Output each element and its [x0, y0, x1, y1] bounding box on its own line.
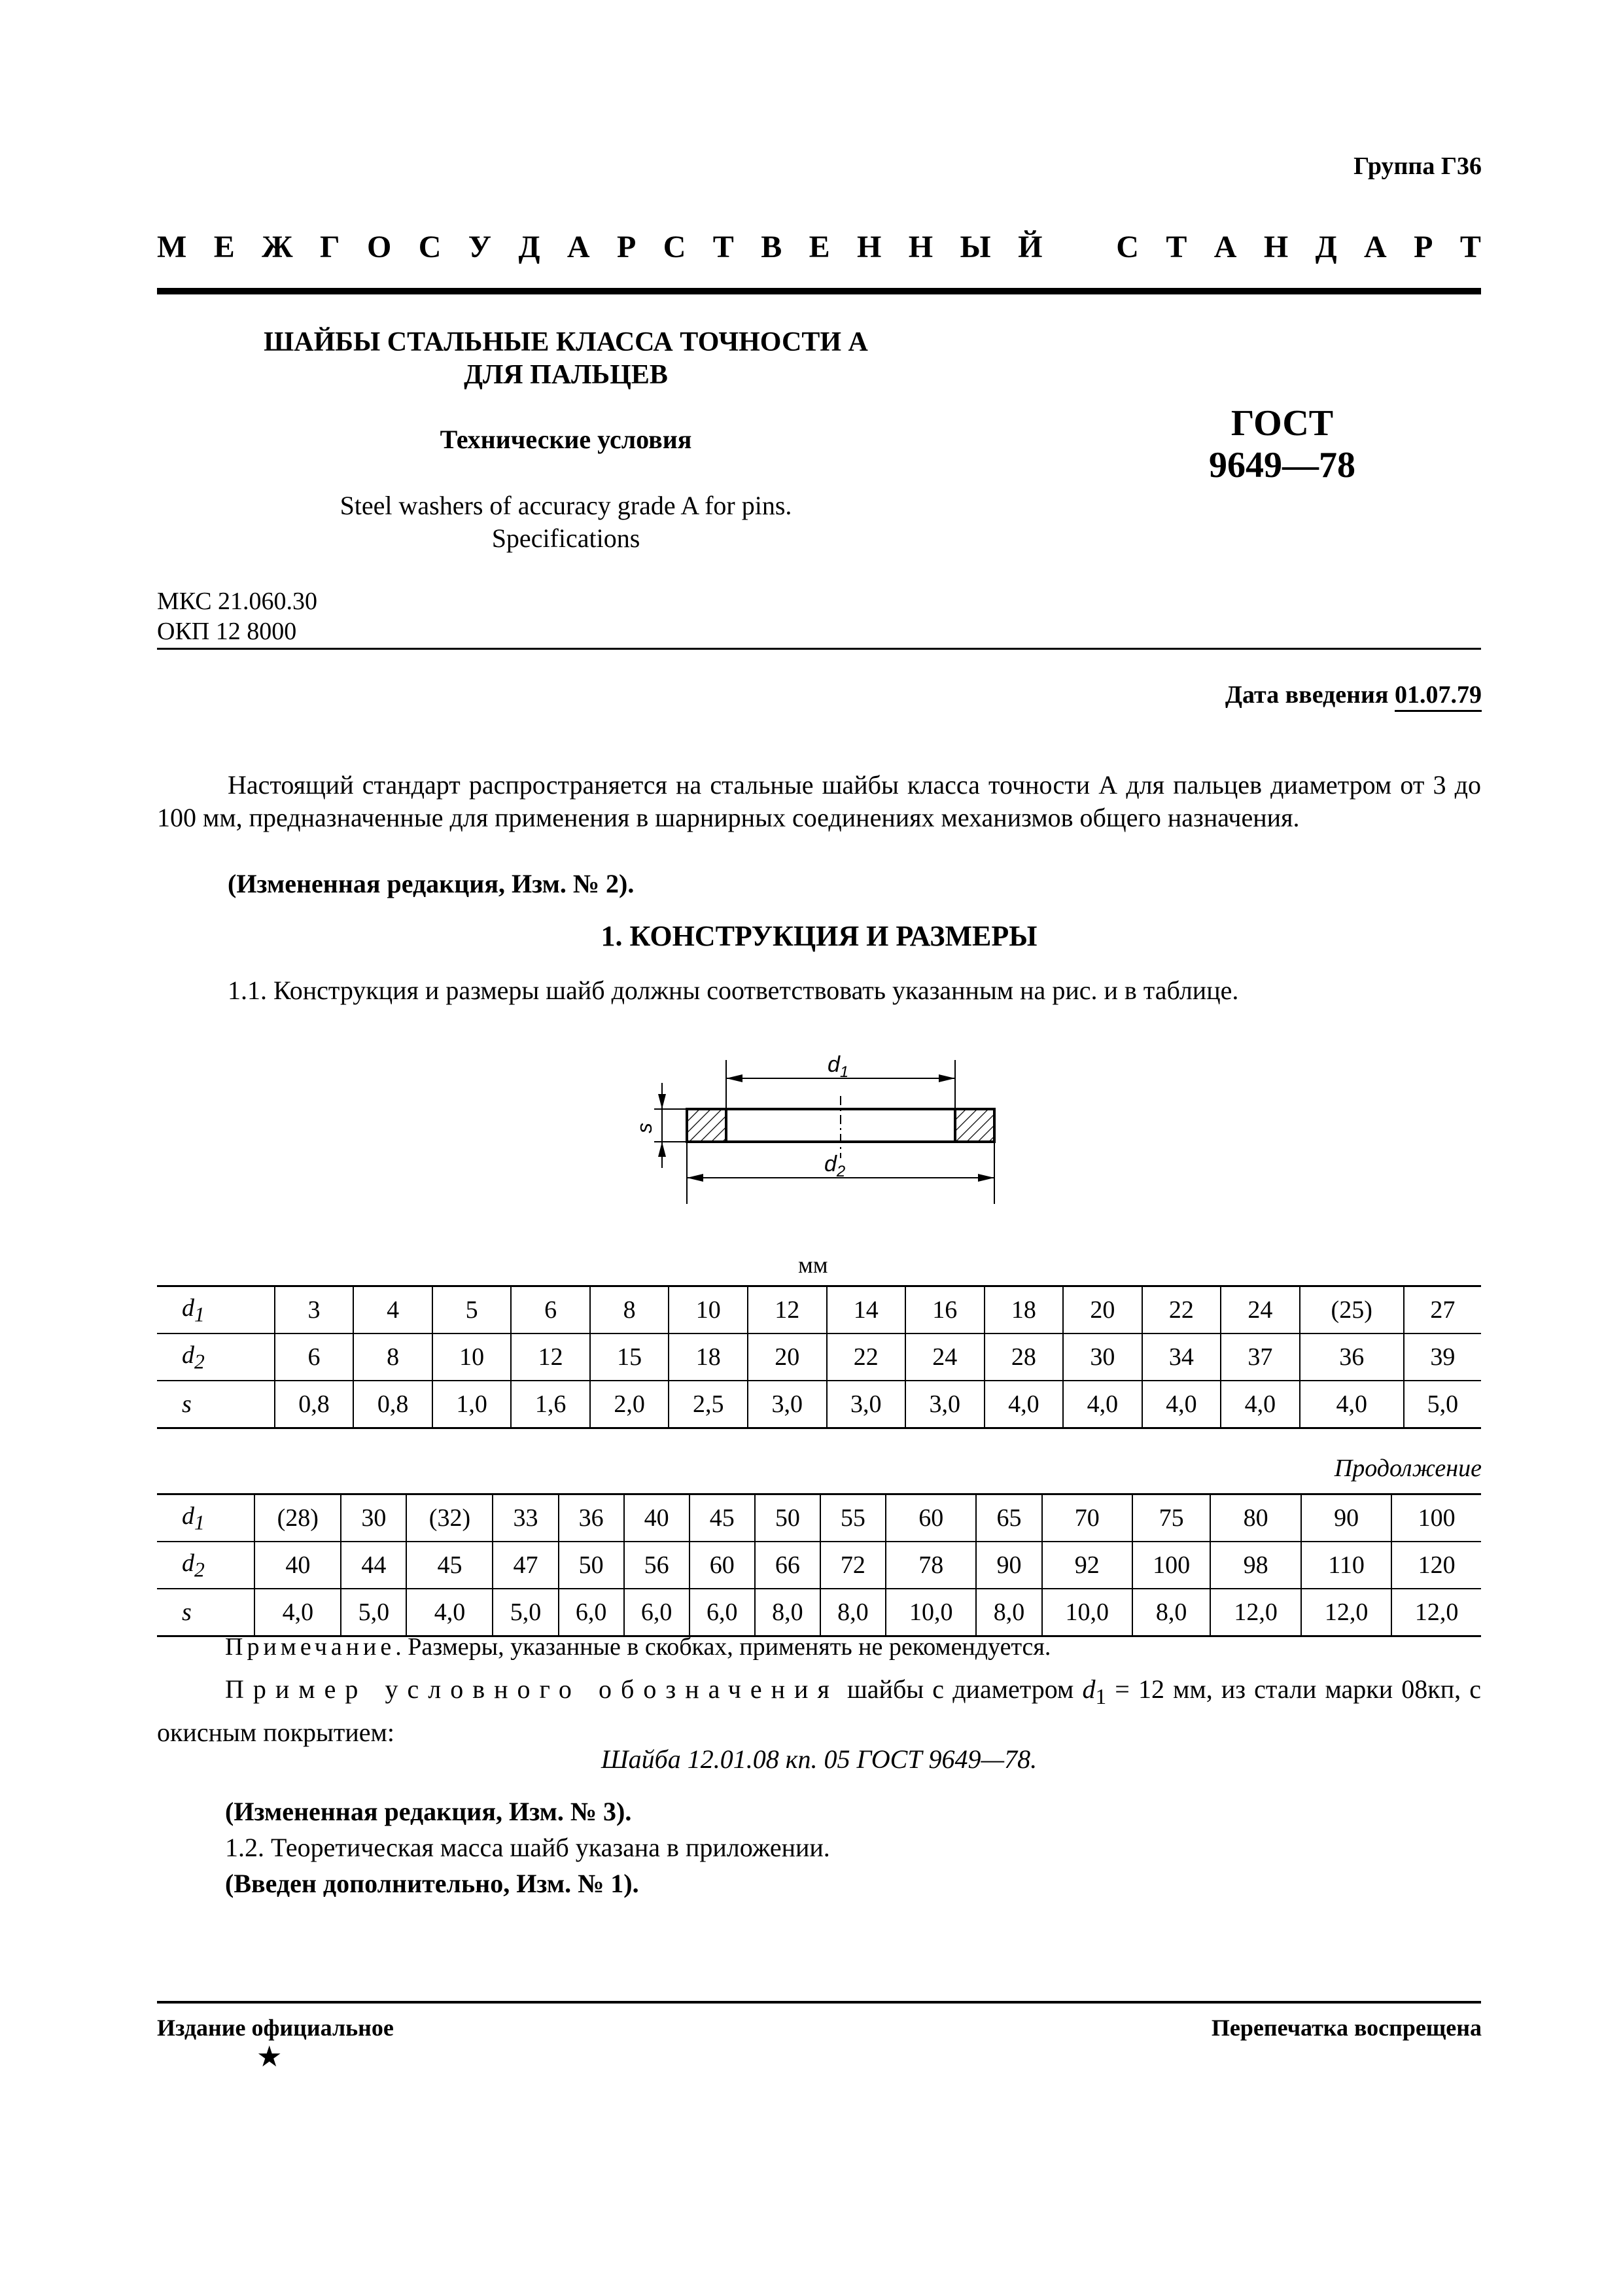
dimensions-table-1	[157, 1285, 1481, 1429]
table-cell: (32)	[406, 1494, 493, 1542]
banner-letter: Е	[809, 230, 830, 264]
official-edition-label: Издание официальное	[157, 2015, 394, 2041]
table-cell: 78	[886, 1542, 977, 1589]
table-cell: 12,0	[1391, 1589, 1481, 1636]
table-cell: 14	[827, 1286, 906, 1334]
table-cell: 8	[353, 1333, 432, 1381]
intro-paragraph: Настоящий стандарт распространяется на стальные шайбы класса точности А для пальцев диаметром от 3 до 100 мм, предназначенные для применения в шарнирных соединениях механизмов общего назначения.	[157, 770, 1481, 832]
table-cell: 8	[590, 1286, 669, 1334]
table-cell: 12	[511, 1333, 590, 1381]
table-cell: 3	[275, 1286, 354, 1334]
title-line-1: ШАЙБЫ СТАЛЬНЫЕ КЛАССА ТОЧНОСТИ А	[264, 327, 868, 357]
table-cell: 15	[590, 1333, 669, 1381]
table-cell: 4,0	[1221, 1381, 1300, 1428]
banner-letter: С	[418, 230, 442, 264]
banner-letter: Т	[712, 230, 734, 264]
document-title	[157, 326, 975, 391]
table-cell: 100	[1391, 1494, 1481, 1542]
table-cell: 40	[624, 1494, 689, 1542]
table-cell: 30	[341, 1494, 406, 1542]
table-row-s	[157, 1589, 1481, 1636]
table-cell: 40	[254, 1542, 341, 1589]
table-cell: 36	[1300, 1333, 1404, 1381]
table-cell: 20	[748, 1333, 827, 1381]
table-cell: 36	[559, 1494, 624, 1542]
section-heading: 1. КОНСТРУКЦИЯ И РАЗМЕРЫ	[601, 920, 1038, 952]
table-row-d2	[157, 1333, 1481, 1381]
banner-letter: С	[663, 230, 686, 264]
table-cell: (28)	[254, 1494, 341, 1542]
row-label-d1: $d_1$	[157, 1286, 275, 1334]
example-text-a: шайбы с диаметром	[838, 1674, 1083, 1704]
table-row-d1	[157, 1494, 1481, 1542]
row-label-d2: $d_2$	[157, 1333, 275, 1381]
banner-letter: Р	[616, 230, 637, 264]
banner-letter: Д	[518, 230, 540, 264]
table-cell: 47	[493, 1542, 558, 1589]
s-dimension-label: s	[633, 1123, 656, 1133]
washer-drawing	[628, 1047, 1021, 1220]
table-cell: 4,0	[1063, 1381, 1142, 1428]
table-cell: 65	[976, 1494, 1041, 1542]
clause-1-1: 1.1. Конструкция и размеры шайб должны соответствовать указанным на рис. и в таблице.	[228, 976, 1239, 1005]
example-variable-sub: 1	[1095, 1685, 1107, 1709]
washer-section-left	[687, 1109, 726, 1142]
table-cell: 56	[624, 1542, 689, 1589]
table-cell: 75	[1132, 1494, 1210, 1542]
banner-letter: Н	[857, 230, 882, 264]
table-cell: 45	[689, 1494, 755, 1542]
table-cell: 0,8	[275, 1381, 354, 1428]
table-cell: 4,0	[406, 1589, 493, 1636]
standard-banner	[157, 229, 1481, 265]
table-cell: 3,0	[827, 1381, 906, 1428]
document-subtitle: Технические условия	[440, 425, 692, 454]
table-cell: 2,5	[669, 1381, 748, 1428]
dimensions-table-2	[157, 1493, 1481, 1637]
introduction-date	[1225, 680, 1482, 709]
banner-letter: Т	[1459, 230, 1481, 264]
table-cell: 22	[827, 1333, 906, 1381]
table-cell: 12,0	[1210, 1589, 1301, 1636]
revision-note-2: (Измененная редакция, Изм. № 2).	[228, 869, 635, 898]
banner-letter: У	[468, 230, 492, 264]
designation-string: Шайба 12.01.08 кп. 05 ГОСТ 9649—78.	[601, 1744, 1038, 1774]
banner-letter: Е	[213, 230, 235, 264]
okp-code: ОКП 12 8000	[157, 618, 297, 645]
table-cell: 1,0	[432, 1381, 512, 1428]
table-unit: мм	[798, 1252, 828, 1278]
table-cell: 6,0	[624, 1589, 689, 1636]
banner-letter: Д	[1315, 230, 1337, 264]
table-cell: 100	[1132, 1542, 1210, 1589]
banner-letter: М	[157, 230, 187, 264]
english-title	[157, 489, 975, 555]
designation-example	[157, 1672, 1481, 1750]
date-label: Дата введения	[1225, 681, 1389, 709]
table-cell: 70	[1042, 1494, 1133, 1542]
row-label-d2: $d_2$	[157, 1542, 254, 1589]
table-cell: 18	[669, 1333, 748, 1381]
banner-letter: Р	[1414, 230, 1433, 264]
mks-code: МКС 21.060.30	[157, 588, 318, 615]
banner-letter: А	[567, 230, 590, 264]
example-variable: d	[1082, 1674, 1096, 1704]
table-cell: 27	[1404, 1286, 1481, 1334]
table-cell: 72	[820, 1542, 886, 1589]
footer-rule	[157, 2001, 1481, 2004]
table-cell: 8,0	[976, 1589, 1041, 1636]
table-cell: 10,0	[1042, 1589, 1133, 1636]
table-cell: 120	[1391, 1542, 1481, 1589]
washer-section-right	[955, 1109, 994, 1142]
table-cell: 50	[755, 1494, 820, 1542]
note-text: . Размеры, указанные в скобках, применять не рекомендуется.	[395, 1633, 1051, 1661]
table-cell: 10	[432, 1333, 512, 1381]
table-cell: 18	[985, 1286, 1064, 1334]
table-cell: 4,0	[985, 1381, 1064, 1428]
star-icon: ★	[256, 2041, 283, 2073]
table-cell: 45	[406, 1542, 493, 1589]
banner-letter: Ы	[960, 230, 991, 264]
table-cell: 4,0	[254, 1589, 341, 1636]
banner-letter: Н	[1263, 230, 1289, 264]
banner-letter: О	[366, 230, 392, 264]
table-cell: 24	[905, 1333, 985, 1381]
table-cell: 34	[1142, 1333, 1221, 1381]
table-cell: 0,8	[353, 1381, 432, 1428]
reprint-prohibited-label: Перепечатка воспрещена	[1211, 2015, 1482, 2041]
table-cell: 20	[1063, 1286, 1142, 1334]
banner-letter: Н	[908, 230, 934, 264]
row-label-s: s	[157, 1589, 254, 1636]
banner-letter: С	[1116, 230, 1139, 264]
banner-letter: Т	[1166, 230, 1187, 264]
table-cell: 37	[1221, 1333, 1300, 1381]
banner-letter: А	[1213, 230, 1237, 264]
group-code: Группа Г36	[1353, 152, 1482, 180]
title-rule	[157, 648, 1481, 650]
table-row-d2	[157, 1542, 1481, 1589]
banner-letter: В	[761, 230, 782, 264]
table-cell: 98	[1210, 1542, 1301, 1589]
table-cell: 1,6	[511, 1381, 590, 1428]
revision-note-3: (Измененная редакция, Изм. № 3).	[225, 1797, 632, 1826]
table-cell: 10,0	[886, 1589, 977, 1636]
revision-note-1: (Введен дополнительно, Изм. № 1).	[225, 1869, 639, 1898]
table-cell: 66	[755, 1542, 820, 1589]
title-line-2: ДЛЯ ПАЛЬЦЕВ	[464, 360, 668, 390]
banner-letter: Й	[1018, 230, 1043, 264]
gost-label: ГОСТ	[1230, 403, 1334, 444]
table-cell: 6,0	[689, 1589, 755, 1636]
table-row-s	[157, 1381, 1481, 1428]
table-cell: 10	[669, 1286, 748, 1334]
table-cell: 8,0	[755, 1589, 820, 1636]
table-cell: 30	[1063, 1333, 1142, 1381]
table-cell: (25)	[1300, 1286, 1404, 1334]
table-cell: 4,0	[1300, 1381, 1404, 1428]
example-label: Пример условного обозначения	[225, 1674, 839, 1704]
gost-code: 9649—78	[1209, 445, 1355, 486]
table-cell: 60	[689, 1542, 755, 1589]
example-text-b: = 12 мм, из стали марки 08кп, с окисным покрытием:	[157, 1674, 1482, 1747]
d1-dimension-label: $d_1$	[828, 1052, 849, 1081]
table-cell: 6,0	[559, 1589, 624, 1636]
table-cell: 6	[275, 1333, 354, 1381]
banner-letter: А	[1364, 230, 1387, 264]
table-cell: 16	[905, 1286, 985, 1334]
table-cell: 39	[1404, 1333, 1481, 1381]
table-cell: 8,0	[820, 1589, 886, 1636]
table-cell: 4	[353, 1286, 432, 1334]
table-cell: 33	[493, 1494, 558, 1542]
table-cell: 3,0	[905, 1381, 985, 1428]
table-cell: 92	[1042, 1542, 1133, 1589]
table-cell: 110	[1301, 1542, 1392, 1589]
table-cell: 2,0	[590, 1381, 669, 1428]
clause-1-2: 1.2. Теоретическая масса шайб указана в приложении.	[225, 1833, 830, 1862]
table-cell: 8,0	[1132, 1589, 1210, 1636]
english-title-line-1: Steel washers of accuracy grade A for pins.	[340, 491, 792, 520]
table-cell: 44	[341, 1542, 406, 1589]
table-cell: 3,0	[748, 1381, 827, 1428]
table-row-d1	[157, 1286, 1481, 1334]
table-cell: 5,0	[493, 1589, 558, 1636]
banner-gap	[1070, 229, 1089, 265]
table-cell: 80	[1210, 1494, 1301, 1542]
d2-dimension-label: $d_2$	[824, 1152, 846, 1180]
table-cell: 5,0	[341, 1589, 406, 1636]
classification-codes	[157, 586, 317, 646]
header-rule	[157, 288, 1481, 294]
continuation-label: Продолжение	[1334, 1455, 1482, 1482]
table-cell: 12,0	[1301, 1589, 1392, 1636]
banner-letter: Г	[320, 230, 340, 264]
english-title-line-2: Specifications	[491, 523, 640, 553]
table-cell: 90	[1301, 1494, 1392, 1542]
table-cell: 28	[985, 1333, 1064, 1381]
note-label: Примечание	[225, 1633, 396, 1661]
table-cell: 5,0	[1404, 1381, 1481, 1428]
table-note	[225, 1633, 1051, 1661]
gost-number	[1112, 402, 1452, 486]
table-cell: 12	[748, 1286, 827, 1334]
table-cell: 5	[432, 1286, 512, 1334]
date-value: 01.07.79	[1395, 681, 1482, 712]
row-label-d1: $d_1$	[157, 1494, 254, 1542]
table-cell: 4,0	[1142, 1381, 1221, 1428]
banner-letter: Ж	[262, 230, 293, 264]
table-cell: 55	[820, 1494, 886, 1542]
row-label-s: s	[157, 1381, 275, 1428]
table-cell: 60	[886, 1494, 977, 1542]
table-cell: 6	[511, 1286, 590, 1334]
table-cell: 24	[1221, 1286, 1300, 1334]
table-cell: 50	[559, 1542, 624, 1589]
table-cell: 22	[1142, 1286, 1221, 1334]
table-cell: 90	[976, 1542, 1041, 1589]
